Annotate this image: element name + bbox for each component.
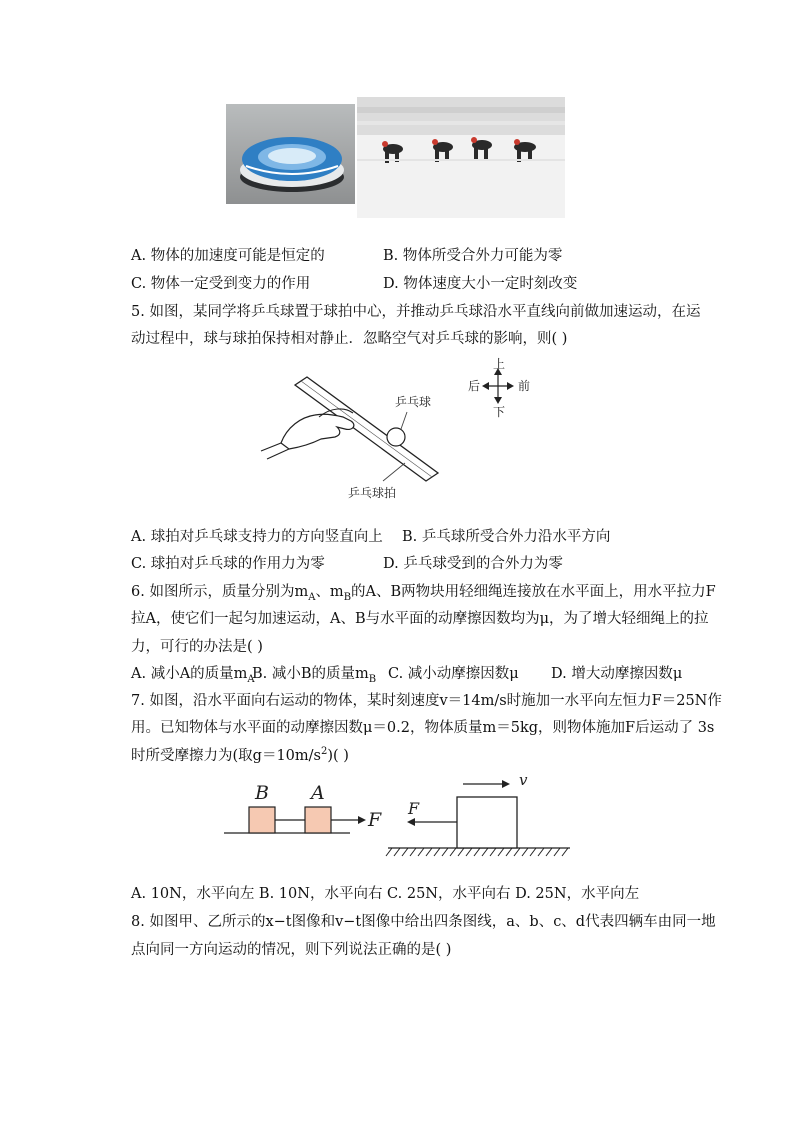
- block-a: [305, 807, 331, 833]
- q4-option-d: D. 物体速度大小一定时刻改变: [383, 276, 578, 292]
- q7-line3-part-b: )( ): [327, 748, 349, 764]
- q6-line1-part-b: 、m: [315, 584, 344, 600]
- force-left-arrow-icon: [407, 818, 415, 826]
- q5-option-d: D. 乒乓球受到的合外力为零: [383, 556, 563, 572]
- label-f-right: F: [408, 799, 420, 818]
- q7-stem-line3: [131, 746, 349, 766]
- hand-wrist-top: [261, 443, 281, 451]
- ball-leader-line: [401, 412, 407, 429]
- q6-stem-line3: 力，可行的办法是( ): [131, 639, 263, 655]
- q4-option-a: A. 物体的加速度可能是恒定的: [131, 248, 325, 264]
- robot-vacuum-drawing: [226, 104, 355, 204]
- q6-opt-a-text: A. 减小A的质量m: [131, 666, 248, 682]
- q6-opt-b-text: B. 减小B的质量m: [252, 666, 369, 682]
- q6-line1-part-a: 6. 如图所示，质量分别为m: [131, 584, 309, 600]
- dir-front-label: 前: [518, 379, 531, 393]
- q8-stem-line1: 8. 如图甲、乙所示的x−t图像和v−t图像中给出四条图线，a、b、c、d代表四辆车由同一地: [131, 914, 716, 930]
- q7-options: A. 10N，水平向左 B. 10N，水平向右 C. 25N，水平向右 D. 25N，水平向左: [131, 886, 640, 902]
- label-v: v: [519, 772, 528, 789]
- block-b: [249, 807, 275, 833]
- q6-stem-line1: [131, 582, 716, 602]
- q4-option-c: C. 物体一定受到变力的作用: [131, 276, 311, 292]
- q5-option-c: C. 球拍对乒乓球的作用力为零: [131, 556, 325, 572]
- q5-stem-line2: 动过程中，球与球拍保持相对静止．忽略空气对乒乓球的影响，则( ): [131, 331, 568, 347]
- q5-option-b: B. 乒乓球所受合外力沿水平方向: [402, 529, 611, 545]
- q6-option-a: [131, 664, 255, 684]
- force-arrow-icon: [358, 816, 366, 824]
- q6-opt-b-sub: B: [368, 673, 377, 685]
- q7-stem-line2: 用。已知物体与水平面的动摩擦因数μ＝0.2，物体质量m＝5kg，则物体施加F后运动了 3s: [131, 720, 715, 736]
- label-a: A: [311, 782, 325, 804]
- ball-shape: [387, 428, 405, 446]
- q6-sub-a: A: [308, 591, 316, 603]
- hand-shape: [281, 414, 354, 449]
- q6-sub-b: B: [343, 591, 352, 603]
- ball-label: 乒乓球: [395, 395, 432, 409]
- q7-line3-sup: 2: [320, 746, 328, 758]
- ground-hatching: [386, 848, 568, 856]
- speed-skaters-photo: [357, 97, 565, 218]
- arrow-back-icon: [482, 382, 489, 390]
- hand-wrist-bottom: [267, 449, 289, 459]
- q7-blocks-figure: [220, 772, 580, 864]
- q5-option-a: A. 球拍对乒乓球支持力的方向竖直向上: [131, 529, 383, 545]
- dir-down-label: 下: [493, 405, 506, 419]
- q6-option-b: [252, 664, 376, 684]
- q6-opt-a-sub: A: [247, 673, 255, 685]
- label-b: B: [255, 782, 269, 804]
- block-right: [457, 797, 517, 848]
- q6-option-d: D. 增大动摩擦因数μ: [551, 666, 683, 682]
- q5-stem-line1: 5. 如图，某同学将乒乓球置于球拍中心，并推动乒乓球沿水平直线向前做加速运动，在运: [131, 304, 701, 320]
- arrow-front-icon: [507, 382, 514, 390]
- q6-stem-line2: 拉A，使它们一起匀加速运动，A、B与水平面的动摩擦因数均为μ，为了增大轻细绳上的拉: [131, 611, 709, 627]
- direction-compass: [468, 356, 538, 420]
- q6-option-c: C. 减小动摩擦因数μ: [388, 666, 519, 682]
- q6-line1-part-c: 的A、B两物块用轻细绳连接放在水平面上，用水平拉力F: [351, 584, 716, 600]
- paddle-leader-line: [383, 463, 405, 481]
- speed-skaters-drawing: [357, 97, 565, 218]
- q7-line3-part-a: 时所受摩擦力为(取g＝10m/s: [131, 748, 321, 764]
- q8-stem-line2: 点向同一方向运动的情况，则下列说法正确的是( ): [131, 942, 452, 958]
- dir-back-label: 后: [468, 379, 481, 393]
- q7-stem-line1: 7. 如图，沿水平面向右运动的物体，某时刻速度v＝14m/s时施加一水平向左恒力F＝25N作: [131, 693, 722, 709]
- velocity-arrow-icon: [502, 780, 510, 788]
- dir-up-label: 上: [493, 357, 506, 371]
- arrow-down-icon: [494, 397, 502, 404]
- label-f-left: F: [368, 809, 382, 831]
- q4-option-b: B. 物体所受合外力可能为零: [383, 248, 563, 264]
- robot-vacuum-photo: [226, 104, 355, 204]
- paddle-label: 乒乓球拍: [348, 486, 397, 500]
